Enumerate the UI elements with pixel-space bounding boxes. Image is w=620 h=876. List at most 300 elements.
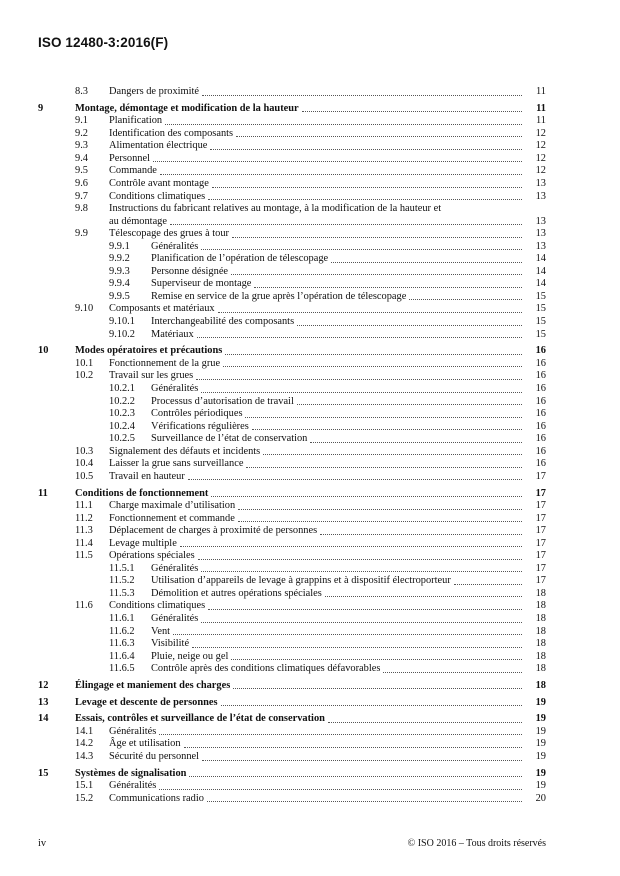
toc-entry-page: 19 — [535, 780, 546, 792]
toc-entry-number: 11.5.3 — [109, 587, 135, 599]
toc-entry[interactable] — [0, 680, 620, 693]
toc-entry-number: 10.2 — [75, 370, 94, 382]
toc-entry-title-text: Conditions climatiques — [109, 600, 206, 612]
dot-leader — [170, 224, 522, 225]
toc-entry-title-text: Généralités — [151, 562, 199, 574]
toc-entry-title-text: Personnel — [109, 152, 150, 164]
toc-entry-page: 19 — [535, 713, 546, 725]
toc-entry-title — [109, 793, 524, 806]
dot-leader — [201, 249, 522, 250]
toc-entry-title — [109, 358, 524, 371]
dot-leader — [159, 789, 522, 790]
toc-entry-page: 15 — [535, 328, 546, 340]
toc-entry-number: 11.5.1 — [109, 562, 135, 574]
toc-entry-page: 16 — [535, 420, 546, 432]
dot-leader — [325, 596, 522, 597]
toc-entry[interactable] — [0, 266, 620, 279]
dot-leader — [210, 149, 522, 150]
toc-entry-title — [109, 86, 524, 99]
toc-entry[interactable] — [0, 663, 620, 676]
toc-entry-title-text: Levage multiple — [109, 537, 177, 549]
dot-leader — [236, 136, 522, 137]
toc-entry-title-text: Généralités — [151, 382, 199, 394]
toc-entry-title-text: Interchangeabilité des composants — [151, 316, 295, 328]
toc-entry-page: 17 — [535, 500, 546, 512]
toc-entry-title-text: Télescopage des grues à tour — [109, 228, 230, 240]
toc-entry-title — [75, 697, 524, 710]
dot-leader — [160, 174, 522, 175]
toc-entry[interactable] — [0, 446, 620, 459]
toc-entry-page: 14 — [535, 278, 546, 290]
toc-entry[interactable] — [0, 191, 620, 204]
toc-entry-title-text: Opérations spéciales — [109, 550, 195, 562]
toc-entry-number: 11.6.3 — [109, 638, 135, 650]
toc-entry-page: 19 — [535, 767, 546, 779]
toc-entry-title-text: Communications radio — [109, 792, 204, 804]
toc-entry-number: 11.6.5 — [109, 663, 135, 675]
toc-entry-page: 18 — [535, 625, 546, 637]
toc-entry[interactable] — [0, 421, 620, 434]
dot-leader — [201, 571, 522, 572]
toc-entry-title-text: Charge maximale d’utilisation — [109, 500, 236, 512]
toc-entry-title-text: Signalement des défauts et incidents — [109, 445, 261, 457]
toc-entry-number: 9.9.2 — [109, 253, 130, 265]
toc-entry-title-text: Dangers de proximité — [109, 86, 200, 97]
toc-entry-title-text: Généralités — [109, 725, 157, 737]
toc-entry-page: 16 — [535, 433, 546, 445]
toc-entry-title — [109, 128, 524, 141]
toc-entry-number: 10 — [38, 345, 49, 357]
toc-entry-page: 13 — [535, 240, 546, 252]
toc-entry-title-text: Alimentation électrique — [109, 140, 208, 152]
dot-leader — [192, 647, 522, 648]
toc-entry-title-text: Composants et matériaux — [109, 303, 215, 315]
toc-entry-title-text: Généralités — [151, 240, 199, 252]
toc-entry-number: 10.2.4 — [109, 420, 135, 432]
toc-entry-title — [151, 663, 524, 676]
toc-entry-page: 16 — [535, 382, 546, 394]
toc-entry[interactable] — [0, 86, 620, 99]
toc-entry-page: 17 — [535, 487, 546, 499]
toc-entry-title-text: Visibilité — [151, 638, 190, 650]
toc-entry-title — [151, 266, 524, 279]
dot-leader — [165, 124, 522, 125]
toc-entry[interactable] — [0, 396, 620, 409]
toc-entry[interactable] — [0, 291, 620, 304]
dot-leader — [221, 705, 522, 706]
toc-entry[interactable] — [0, 626, 620, 639]
toc-entry-title — [151, 316, 524, 329]
toc-entry-title — [75, 103, 524, 116]
toc-entry-title-text: Contrôles périodiques — [151, 408, 243, 420]
toc-entry-number: 10.4 — [75, 458, 94, 470]
toc-entry-title — [151, 329, 524, 342]
toc-entry-number: 9 — [38, 102, 44, 114]
toc-entry-page: 11 — [536, 102, 546, 114]
toc-entry-page: 19 — [535, 725, 546, 737]
toc-entry-page: 12 — [535, 152, 546, 164]
toc-entry-number: 9.9.5 — [109, 290, 130, 302]
toc-entry[interactable] — [0, 500, 620, 513]
toc-entry-page: 17 — [535, 512, 546, 524]
dot-leader — [297, 325, 522, 326]
toc-entry-number: 11.5 — [75, 550, 93, 562]
toc-entry-number: 11.6.2 — [109, 625, 135, 637]
toc-entry-page: 14 — [535, 253, 546, 265]
toc-entry-title-text: Identification des composants — [109, 127, 234, 139]
toc-entry-number: 15.2 — [75, 792, 94, 804]
toc-entry-title-line: au démontage — [109, 215, 167, 227]
toc-entry-title-text: Contrôle avant montage — [109, 178, 209, 190]
toc-entry-title-text: Élingage et maniement des charges — [75, 679, 231, 691]
toc-entry-page: 15 — [535, 316, 546, 328]
dot-leader — [238, 509, 522, 510]
dot-leader — [207, 801, 522, 802]
toc-entry[interactable] — [0, 726, 620, 739]
toc-entry-title-text: Essais, contrôles et surveillance de l’état de conservation — [75, 713, 325, 725]
toc-entry-number: 11 — [38, 487, 48, 499]
toc-entry[interactable] — [0, 228, 620, 241]
toc-entry-number: 10.2.3 — [109, 408, 135, 420]
toc-entry-title-text: Levage et descente de personnes — [75, 696, 218, 708]
toc-entry-number: 10.2.5 — [109, 433, 135, 445]
toc-entry-title-text: Travail sur les grues — [109, 370, 194, 382]
toc-entry-title — [151, 278, 524, 291]
toc-entry-title — [75, 345, 524, 358]
toc-entry[interactable] — [0, 128, 620, 141]
toc-entry[interactable] — [0, 550, 620, 563]
toc-entry-title — [109, 600, 524, 613]
toc-entry-page: 12 — [535, 140, 546, 152]
dot-leader — [180, 546, 522, 547]
toc-entry-number: 9.5 — [75, 165, 88, 177]
toc-entry[interactable] — [0, 358, 620, 371]
toc-entry-title-text: Travail en hauteur — [109, 470, 185, 482]
toc-entry-title — [75, 713, 524, 726]
toc-entry-page: 17 — [535, 575, 546, 587]
toc-entry[interactable] — [0, 370, 620, 383]
toc-entry-number: 9.4 — [75, 152, 88, 164]
toc-entry[interactable] — [0, 613, 620, 626]
toc-entry-title-text: Sécurité du personnel — [109, 751, 200, 763]
toc-entry-title — [109, 165, 524, 178]
dot-leader — [328, 722, 522, 723]
toc-entry-number: 13 — [38, 696, 49, 708]
toc-entry-page: 13 — [535, 215, 546, 227]
toc-entry-number: 11.1 — [75, 500, 93, 512]
toc-entry[interactable] — [0, 471, 620, 484]
toc-entry-page: 11 — [535, 115, 546, 127]
toc-entry[interactable] — [0, 538, 620, 551]
toc-entry-title — [151, 626, 524, 639]
toc-entry-title — [109, 303, 524, 316]
toc-entry-title-text: Vérifications régulières — [151, 420, 249, 432]
dot-leader — [231, 659, 522, 660]
dot-leader — [310, 442, 522, 443]
toc-entry-number: 10.2.2 — [109, 395, 135, 407]
toc-entry-title — [151, 421, 524, 434]
dot-leader — [197, 337, 522, 338]
toc-entry-title — [109, 203, 524, 228]
toc-entry-page: 16 — [535, 345, 546, 357]
toc-entry[interactable] — [0, 600, 620, 613]
toc-entry[interactable] — [0, 278, 620, 291]
toc-entry-title — [151, 575, 524, 588]
toc-entry-number: 14.2 — [75, 738, 94, 750]
toc-entry-title — [151, 396, 524, 409]
toc-entry-page: 18 — [535, 638, 546, 650]
toc-entry[interactable] — [0, 316, 620, 329]
dot-leader — [254, 287, 522, 288]
dot-leader — [211, 496, 522, 497]
toc-entry-title — [109, 115, 524, 128]
toc-entry-page: 17 — [535, 470, 546, 482]
toc-entry-page: 19 — [535, 696, 546, 708]
toc-entry-title — [109, 191, 524, 204]
toc-entry[interactable] — [0, 575, 620, 588]
toc-entry-page: 18 — [535, 587, 546, 599]
dot-leader — [201, 622, 522, 623]
toc-entry-number: 9.10.2 — [109, 328, 135, 340]
dot-leader — [188, 479, 522, 480]
toc-entry-number: 10.5 — [75, 470, 94, 482]
toc-entry-title-text: Superviseur de montage — [151, 278, 252, 290]
toc-entry[interactable] — [0, 738, 620, 751]
toc-entry-number: 15.1 — [75, 780, 94, 792]
toc-entry-page: 17 — [535, 525, 546, 537]
toc-entry-page: 16 — [535, 445, 546, 457]
toc-entry-title — [151, 563, 524, 576]
toc-entry-title-text: Montage, démontage et modification de la hauteur — [75, 102, 299, 114]
toc-entry[interactable] — [0, 525, 620, 538]
dot-leader — [252, 429, 522, 430]
toc-entry[interactable] — [0, 253, 620, 266]
dot-leader — [212, 187, 522, 188]
dot-leader — [208, 609, 522, 610]
toc-entry-title-text: Vent — [151, 625, 171, 637]
toc-entry[interactable] — [0, 203, 620, 228]
toc-entry[interactable] — [0, 383, 620, 396]
toc-entry[interactable] — [0, 768, 620, 781]
toc-entry[interactable] — [0, 303, 620, 316]
toc-entry-page: 18 — [535, 612, 546, 624]
toc-entry-title — [109, 500, 524, 513]
dot-leader — [246, 467, 522, 468]
toc-entry-title — [109, 751, 524, 764]
toc-entry[interactable] — [0, 588, 620, 601]
toc-entry-title — [109, 726, 524, 739]
toc-entry-title — [151, 638, 524, 651]
toc-entry-number: 14 — [38, 713, 49, 725]
toc-entry-title-text: Laisser la grue sans surveillance — [109, 458, 244, 470]
dot-leader — [153, 161, 522, 162]
toc-entry-title — [151, 253, 524, 266]
toc-entry[interactable] — [0, 793, 620, 806]
toc-entry-page: 18 — [535, 650, 546, 662]
toc-entry[interactable] — [0, 638, 620, 651]
toc-entry-number: 11.5.2 — [109, 575, 135, 587]
dot-leader — [409, 299, 522, 300]
toc-entry-title — [75, 768, 524, 781]
toc-entry-title — [109, 513, 524, 526]
toc-entry-page: 16 — [535, 395, 546, 407]
toc-entry-number: 9.9 — [75, 228, 88, 240]
toc-entry-title-text: Déplacement de charges à proximité de personnes — [109, 525, 318, 537]
toc-entry-title-text: Pluie, neige ou gel — [151, 650, 229, 662]
toc-entry[interactable] — [0, 433, 620, 446]
dot-leader — [184, 747, 522, 748]
toc-entry-page: 17 — [535, 537, 546, 549]
toc-entry[interactable] — [0, 345, 620, 358]
toc-entry[interactable] — [0, 458, 620, 471]
dot-leader — [331, 262, 522, 263]
toc-entry-title — [109, 538, 524, 551]
toc-entry[interactable] — [0, 115, 620, 128]
footer-page-number: iv — [38, 838, 47, 849]
toc-entry-page: 17 — [535, 550, 546, 562]
toc-entry[interactable] — [0, 165, 620, 178]
document-id-header: ISO 12480-3:2016(F) — [38, 35, 169, 50]
toc-entry-number: 11.6.4 — [109, 650, 135, 662]
toc-entry-page: 13 — [535, 190, 546, 202]
toc-entry-title-text: Planification — [109, 115, 163, 127]
toc-entry-page: 20 — [535, 792, 546, 804]
dot-leader — [383, 672, 522, 673]
toc-entry-title-text: Démolition et autres opérations spéciales — [151, 587, 322, 599]
toc-entry-title — [109, 458, 524, 471]
toc-entry-title-text: Personne désignée — [151, 265, 229, 277]
toc-entry-title-text: Utilisation d’appareils de levage à grappins et à dispositif électroporteur — [151, 575, 451, 587]
toc-entry-title — [151, 433, 524, 446]
toc-entry[interactable] — [0, 513, 620, 526]
toc-entry-number: 9.6 — [75, 178, 88, 190]
toc-entry-title — [151, 408, 524, 421]
dot-leader — [202, 95, 522, 96]
toc-entry-title — [109, 370, 524, 383]
dot-leader — [196, 379, 522, 380]
dot-leader — [297, 404, 522, 405]
toc-entry-title-text: Processus d’autorisation de travail — [151, 395, 294, 407]
toc-entry-title — [109, 550, 524, 563]
toc-entry-title-text: Généralités — [151, 612, 199, 624]
toc-entry-title — [109, 228, 524, 241]
toc-entry[interactable] — [0, 103, 620, 116]
dot-leader — [245, 417, 522, 418]
toc-entry[interactable] — [0, 153, 620, 166]
toc-entry-page: 13 — [535, 228, 546, 240]
toc-entry-number: 11.6.1 — [109, 612, 135, 624]
toc-entry-number: 11.6 — [75, 600, 93, 612]
dot-leader — [198, 559, 522, 560]
toc-entry-title-text: Systèmes de signalisation — [75, 767, 187, 779]
toc-entry-page: 11 — [535, 86, 546, 97]
toc-entry-title — [75, 488, 524, 501]
toc-entry-number: 9.9.4 — [109, 278, 130, 290]
toc-entry-title — [109, 738, 524, 751]
toc-entry[interactable] — [0, 488, 620, 501]
toc-entry-title — [109, 153, 524, 166]
toc-entry[interactable] — [0, 329, 620, 342]
toc-entry-title — [151, 588, 524, 601]
toc-entry-number: 8.3 — [75, 86, 88, 97]
toc-entry-title — [151, 241, 524, 254]
toc-entry[interactable] — [0, 713, 620, 726]
toc-entry[interactable] — [0, 780, 620, 793]
toc-entry-number: 10.3 — [75, 445, 94, 457]
toc-entry-title-text: Âge et utilisation — [109, 738, 181, 750]
toc-entry-page: 12 — [535, 165, 546, 177]
toc-entry-number: 9.7 — [75, 190, 88, 202]
toc-entry-number: 9.9.3 — [109, 265, 130, 277]
toc-entry-page: 16 — [535, 408, 546, 420]
toc-entry-title — [109, 525, 524, 538]
toc-entry[interactable] — [0, 651, 620, 664]
toc-entry-title — [109, 178, 524, 191]
toc-entry-title — [151, 613, 524, 626]
toc-entry[interactable] — [0, 563, 620, 576]
dot-leader — [189, 776, 522, 777]
toc-entry-number: 15 — [38, 767, 49, 779]
dot-leader — [225, 354, 522, 355]
dot-leader — [173, 634, 522, 635]
toc-entry-title-text: Commande — [109, 165, 157, 177]
toc-entry-title-text: Contrôle après des conditions climatiques défavorables — [151, 663, 381, 675]
toc-entry-number: 14.1 — [75, 725, 94, 737]
footer-copyright: © ISO 2016 – Tous droits réservés — [407, 838, 546, 849]
toc-entry-number: 9.1 — [75, 115, 88, 127]
dot-leader — [159, 734, 522, 735]
toc-entry-title — [109, 780, 524, 793]
toc-entry-title-text: Conditions de fonctionnement — [75, 487, 209, 499]
toc-entry-page: 18 — [535, 600, 546, 612]
dot-leader — [320, 534, 522, 535]
toc-entry-title-line: Instructions du fabricant relatives au montage, à la modification de la hauteur et — [109, 203, 442, 215]
toc-entry-title-text: Fonctionnement et commande — [109, 512, 235, 524]
dot-leader — [202, 760, 522, 761]
dot-leader — [201, 392, 522, 393]
toc-entry-page: 12 — [535, 127, 546, 139]
toc-entry-page: 14 — [535, 265, 546, 277]
dot-leader — [218, 312, 522, 313]
toc-entry-title-text: Remise en service de la grue après l’opération de télescopage — [151, 290, 407, 302]
dot-leader — [223, 366, 522, 367]
toc-entry-title-text: Surveillance de l’état de conservation — [151, 433, 308, 445]
dot-leader — [232, 237, 522, 238]
toc-entry[interactable] — [0, 241, 620, 254]
toc-entry[interactable] — [0, 140, 620, 153]
toc-entry[interactable] — [0, 697, 620, 710]
toc-entry-page: 19 — [535, 738, 546, 750]
table-of-contents — [0, 86, 620, 805]
toc-entry-title-text: Généralités — [109, 780, 157, 792]
toc-entry-number: 9.2 — [75, 127, 88, 139]
toc-entry-page: 15 — [535, 290, 546, 302]
toc-entry-page: 18 — [535, 663, 546, 675]
toc-entry-title — [109, 471, 524, 484]
toc-entry-page: 19 — [535, 751, 546, 763]
dot-leader — [231, 274, 522, 275]
toc-entry[interactable] — [0, 408, 620, 421]
toc-entry[interactable] — [0, 751, 620, 764]
toc-entry-number: 11.4 — [75, 537, 93, 549]
toc-entry-title — [109, 140, 524, 153]
toc-entry-title — [151, 651, 524, 664]
dot-leader — [208, 199, 522, 200]
toc-entry-number: 9.3 — [75, 140, 88, 152]
toc-entry[interactable] — [0, 178, 620, 191]
toc-entry-number: 9.8 — [75, 203, 88, 215]
toc-entry-title-text: Modes opératoires et précautions — [75, 345, 223, 357]
